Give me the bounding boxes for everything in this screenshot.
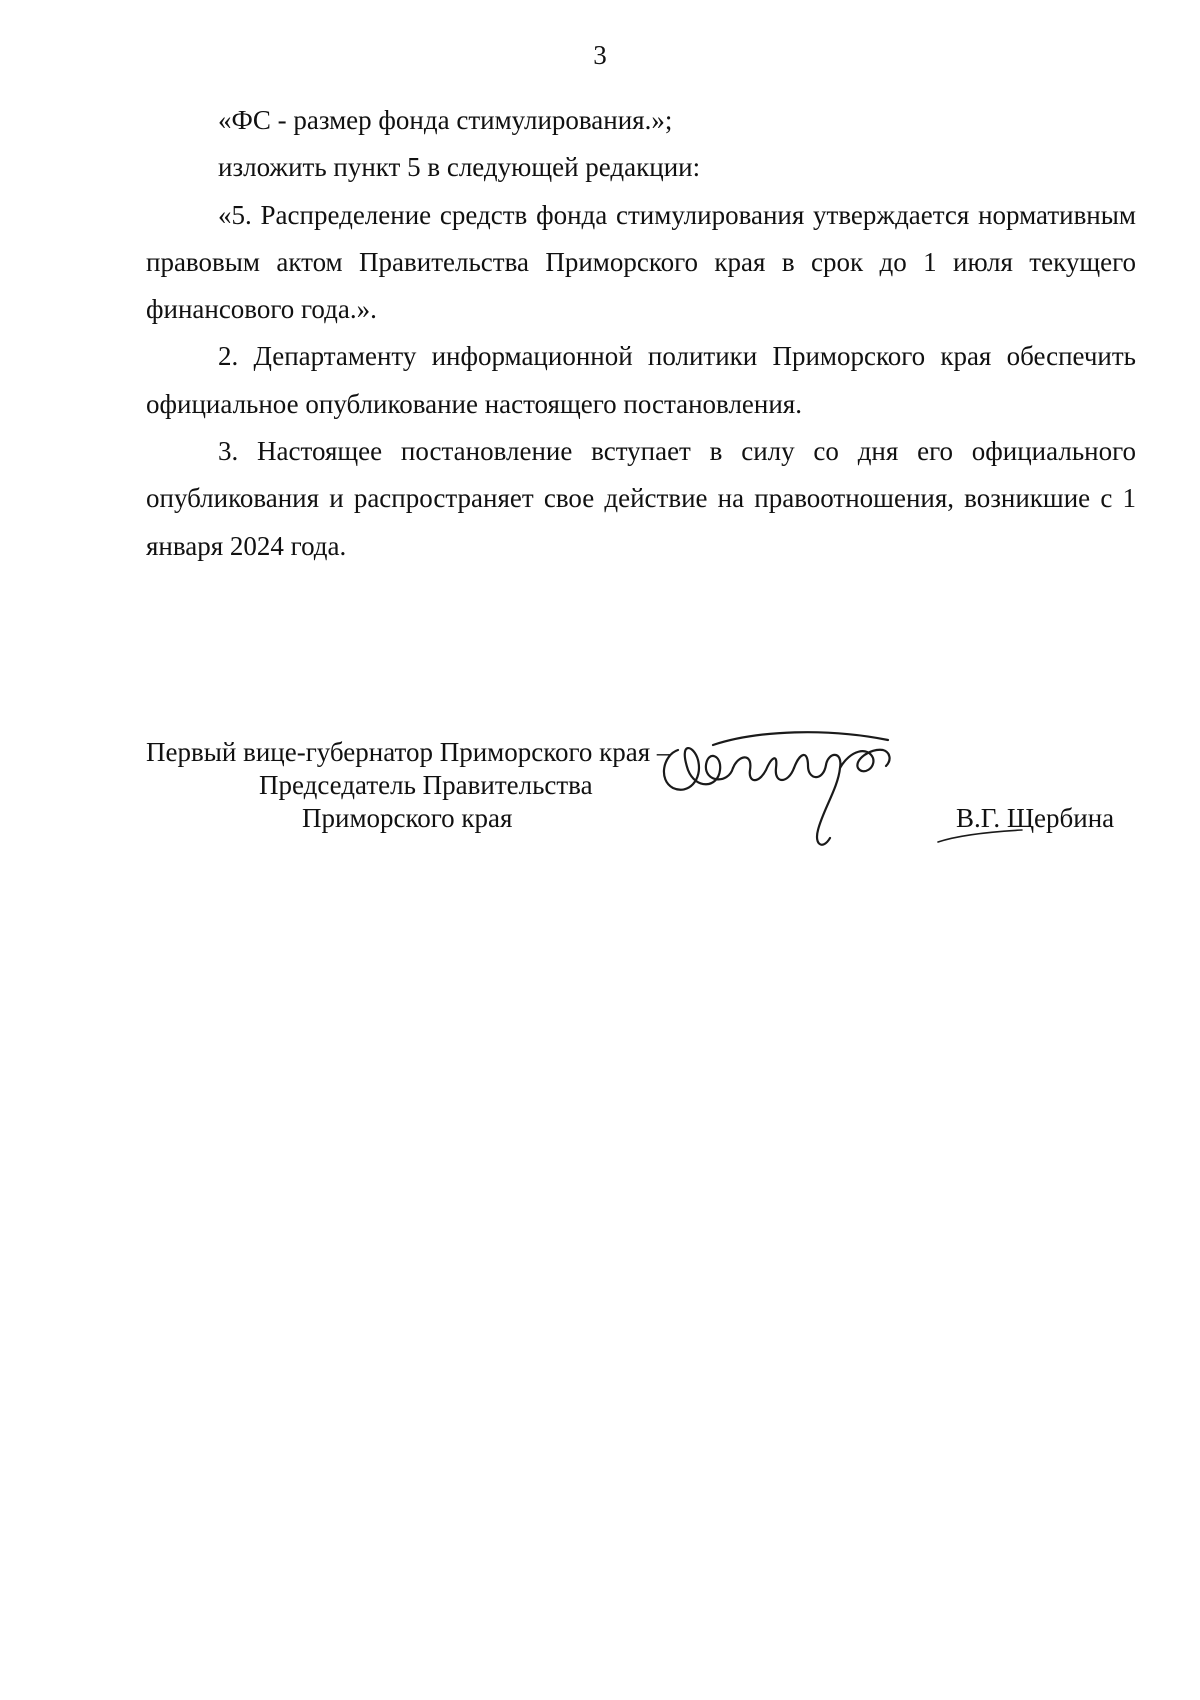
paragraph-item-3: 3. Настоящее постановление вступает в силу со дня его официального опубликования и распространяет свое действие на правоотношения, возникшие с 1 января 2024 года. — [146, 436, 1136, 561]
signer-name: В.Г. Щербина — [956, 803, 1115, 833]
signer-position-line-1: Первый вице-губернатор Приморского края – — [146, 737, 671, 767]
page-number: 3 — [593, 40, 607, 70]
signature-block — [146, 736, 1136, 876]
handwritten-signature — [658, 710, 908, 870]
signer-position-line-3: Приморского края — [302, 803, 513, 833]
paragraph-item-2: 2. Департаменту информационной политики Приморского края обеспечить официальное опубликование настоящего постановления. — [146, 341, 1136, 419]
signer-position-line-2: Председатель Правительства — [259, 770, 593, 800]
document-body — [146, 97, 1136, 570]
paragraph-fs-definition: «ФС - размер фонда стимулирования.»; — [218, 105, 673, 135]
paragraph-point-5-text: «5. Распределение средств фонда стимулирования утверждается нормативным правовым актом Правительства Приморского края в срок до 1 июля текущего финансового года.». — [146, 199, 1136, 325]
paragraph-amend-point-5: изложить пункт 5 в следующей редакции: — [218, 152, 701, 183]
